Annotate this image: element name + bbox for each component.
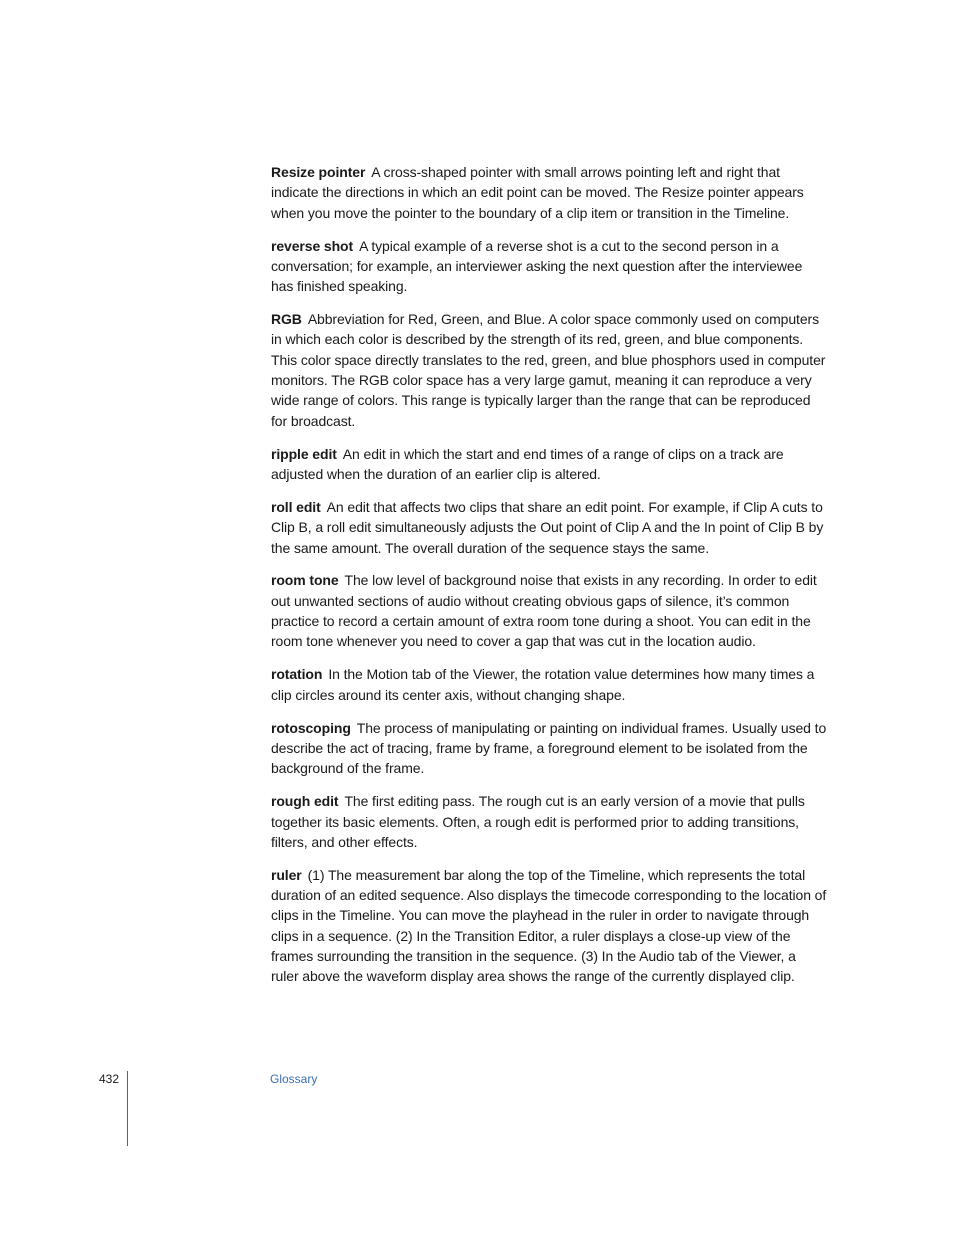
glossary-entry-ruler bbox=[271, 865, 827, 987]
glossary-entry-rotoscoping bbox=[271, 718, 827, 779]
glossary-term: reverse shot bbox=[271, 237, 354, 254]
glossary-definition: An edit that affects two clips that share an edit point. For example, if Clip A cuts to Clip B, a roll edit simultaneously adjusts the Out point of Clip A and the In point of Clip B by the same amount. The overall duration of the sequence stays the same. bbox=[271, 498, 824, 556]
glossary-term: Resize pointer bbox=[271, 164, 366, 180]
glossary-entry-reverse-shot bbox=[271, 236, 827, 297]
glossary-definition: The process of manipulating or painting on individual frames. Usually used to describe the act of tracing, frame by frame, a foreground element to be isolated from the background of the frame. bbox=[271, 719, 827, 777]
glossary-entry-rotation bbox=[271, 664, 827, 705]
glossary-definition: (1) The measurement bar along the top of the Timeline, which represents the total duration of an edited sequence. Also displays the timecode corresponding to the location of clips in the Timeline. You can move the playhead in the ruler in order to navigate through clips in a sequence. (2) In the Transition Editor, a ruler displays a close-up view of the frames surrounding the transition in the sequence. (3) In the Audio tab of the Viewer, a ruler above the waveform display area shows the range of the currently displayed clip. bbox=[271, 866, 827, 985]
footer-divider bbox=[127, 1071, 128, 1146]
glossary-term: roll edit bbox=[271, 498, 321, 515]
glossary-term: RGB bbox=[271, 311, 302, 328]
glossary-content bbox=[271, 162, 827, 999]
glossary-term: rough edit bbox=[271, 793, 339, 810]
glossary-entry-roll-edit bbox=[271, 497, 827, 558]
glossary-term: rotoscoping bbox=[271, 719, 351, 736]
glossary-definition: An edit in which the start and end times of a range of clips on a track are adjusted when the duration of an earlier clip is altered. bbox=[271, 445, 784, 482]
page-number: 432 bbox=[98, 1072, 119, 1086]
glossary-definition: The low level of background noise that exists in any recording. In order to edit out unwanted sections of audio without creating obvious gaps of silence, it’s common practice to record a certain amount of extra room tone during a shoot. You can edit in the room tone whenever you need to cover a gap that was cut in the location audio. bbox=[271, 572, 817, 650]
glossary-entry-rough-edit bbox=[271, 791, 827, 852]
glossary-definition: A cross-shaped pointer with small arrows pointing left and right that indicate the directions in which an edit point can be moved. The Resize pointer appears when you move the pointer to the boundary of a clip item or transition in the Timeline. bbox=[271, 164, 804, 221]
glossary-entry-room-tone bbox=[271, 570, 827, 651]
glossary-entry-rgb bbox=[271, 309, 827, 431]
glossary-term: ruler bbox=[271, 866, 302, 883]
glossary-definition: The first editing pass. The rough cut is an early version of a movie that pulls together its basic elements. Often, a rough edit is performed prior to adding transitions, filters, and other effects. bbox=[271, 793, 805, 850]
glossary-entry-ripple-edit bbox=[271, 444, 827, 485]
glossary-definition: Abbreviation for Red, Green, and Blue. A color space commonly used on computers in which each color is described by the strength of its red, green, and blue components. This color space directly translates to the red, green, and blue phosphors used in computer monitors. The RGB color space has a very large gamut, meaning it can reproduce a very wide range of colors. This range is typically larger than the range that can be reproduced for broadcast. bbox=[271, 311, 826, 429]
glossary-term: ripple edit bbox=[271, 445, 337, 462]
glossary-entry-resize-pointer bbox=[271, 162, 827, 223]
glossary-term: room tone bbox=[271, 572, 339, 589]
glossary-definition: A typical example of a reverse shot is a cut to the second person in a conversation; for example, an interviewer asking the next question after the interviewee has finished speaking. bbox=[271, 237, 803, 295]
glossary-term: rotation bbox=[271, 666, 323, 683]
glossary-definition: In the Motion tab of the Viewer, the rotation value determines how many times a clip circles around its center axis, without changing shape. bbox=[271, 666, 815, 703]
footer-section-link[interactable]: Glossary bbox=[270, 1072, 318, 1086]
